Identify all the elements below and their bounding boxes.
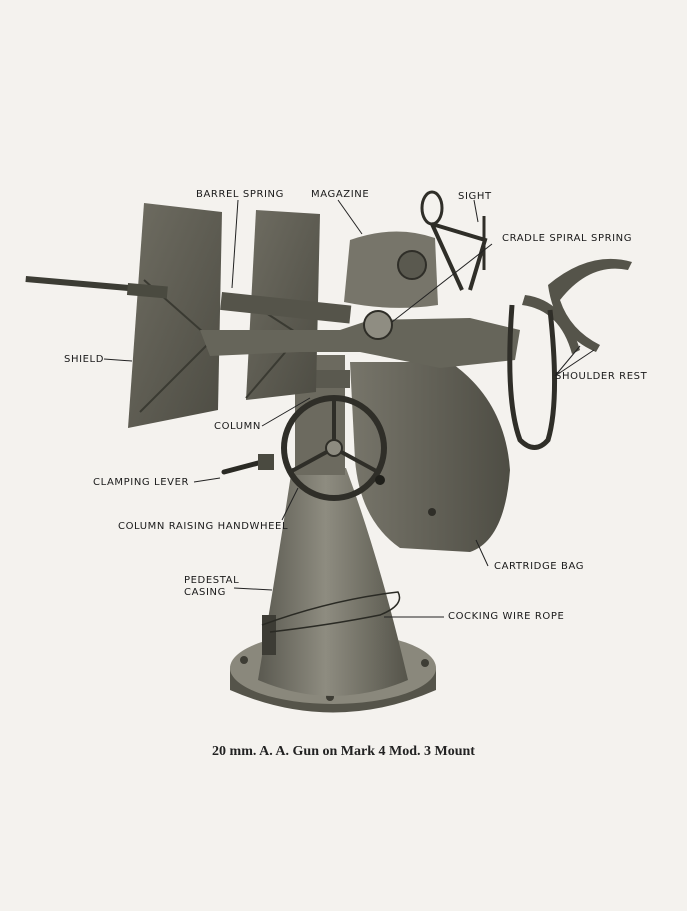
cartridge-bag-shape bbox=[350, 362, 510, 552]
label-pedestal-casing-line2: CASING bbox=[184, 587, 226, 598]
shoulder-rest-shape bbox=[510, 259, 632, 448]
label-pedestal-casing bbox=[184, 575, 239, 599]
label-barrel-spring: BARREL SPRING bbox=[196, 189, 284, 200]
label-shoulder-rest: SHOULDER REST bbox=[555, 371, 648, 382]
label-pedestal-casing-line1: PEDESTAL bbox=[184, 575, 240, 586]
label-column: COLUMN bbox=[214, 421, 261, 432]
figure-caption: 20 mm. A. A. Gun on Mark 4 Mod. 3 Mount bbox=[212, 744, 475, 759]
label-column-raising-handwheel: COLUMN RAISING HANDWHEEL bbox=[118, 521, 289, 532]
magazine-shape bbox=[344, 231, 438, 307]
shield-left-plate bbox=[128, 203, 222, 428]
gun-cradle bbox=[200, 318, 520, 368]
label-cocking-wire-rope: COCKING WIRE ROPE bbox=[448, 611, 565, 622]
label-cradle-spiral-spring: CRADLE SPIRAL SPRING bbox=[502, 233, 633, 244]
clamping-lever-shape bbox=[224, 454, 274, 472]
label-shield: SHIELD bbox=[64, 354, 105, 365]
cradle-spiral-spring-shape bbox=[364, 311, 392, 339]
label-magazine: MAGAZINE bbox=[311, 189, 370, 200]
label-sight: SIGHT bbox=[458, 191, 492, 202]
label-cartridge-bag: CARTRIDGE BAG bbox=[494, 561, 585, 572]
label-clamping-lever: CLAMPING LEVER bbox=[93, 477, 190, 488]
